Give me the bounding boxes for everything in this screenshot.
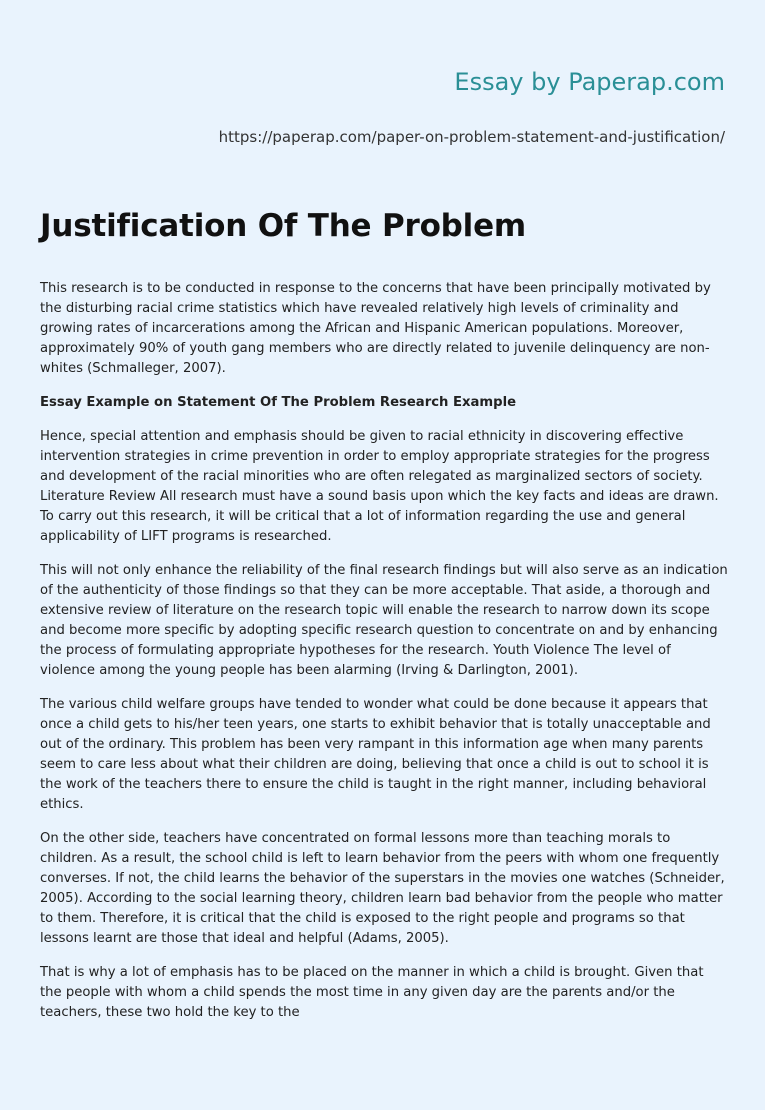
- paragraph-1: This research is to be conducted in response to the concerns that have been principally motivated by the disturbing racial crime statistics which have revealed relatively high levels of criminality and growing rates of incarcerations among the African and Hispanic American populations. Moreover, approximately 90% of youth gang members who are directly related to juvenile delinquency are non-whites (Schmalleger, 2007).: [40, 281, 711, 376]
- paragraph-4: The various child welfare groups have tended to wonder what could be done because it appears that once a child gets to his/her teen years, one starts to exhibit behavior that is totally unacceptable and out of the ordinary. This problem has been very rampant in this information age when many parents seem to care less about what their children are doing, believing that once a child is out to school it is the work of the teachers there to ensure the child is taught in the right manner, including behavioral ethics.: [40, 697, 711, 812]
- essay-body: [40, 279, 728, 1037]
- section-subheading: Essay Example on Statement Of The Problem Research Example: [40, 395, 517, 410]
- paragraph-2: Hence, special attention and emphasis should be given to racial ethnicity in discovering effective intervention strategies in crime prevention in order to employ appropriate strategies for the progress and development of the racial minorities who are often relegated as marginalized sectors of society. Literature Review All research must have a sound basis upon which the key facts and ideas are drawn. To carry out this research, it will be critical that a lot of information regarding the use and general applicability of LIFT programs is researched.: [40, 429, 719, 544]
- page-title: Justification Of The Problem: [40, 208, 527, 244]
- paragraph-6: That is why a lot of emphasis has to be placed on the manner in which a child is brought. Given that the people with whom a child spends the most time in any given day are the parents and/or the teachers, these two hold the key to the: [40, 965, 704, 1020]
- brand-name: Essay by Paperap.com: [454, 68, 725, 96]
- paragraph-3: This will not only enhance the reliability of the final research findings but will also serve as an indication of the authenticity of those findings so that they can be more acceptable. That aside, a thorough and extensive review of literature on the research topic will enable the research to narrow down its scope and become more specific by adopting specific research question to concentrate on and by enhancing the process of formulating appropriate hypotheses for the research. Youth Violence The level of violence among the young people has been alarming (Irving & Darlington, 2001).: [40, 563, 728, 678]
- source-url: https://paperap.com/paper-on-problem-statement-and-justification/: [218, 128, 725, 146]
- paragraph-5: On the other side, teachers have concentrated on formal lessons more than teaching morals to children. As a result, the school child is left to learn behavior from the peers with whom one frequently converses. If not, the child learns the behavior of the superstars in the movies one watches (Schneider, 2005). According to the social learning theory, children learn bad behavior from the people who matter to them. Therefore, it is critical that the child is exposed to the right people and programs so that lessons learnt are those that ideal and helpful (Adams, 2005).: [40, 831, 725, 946]
